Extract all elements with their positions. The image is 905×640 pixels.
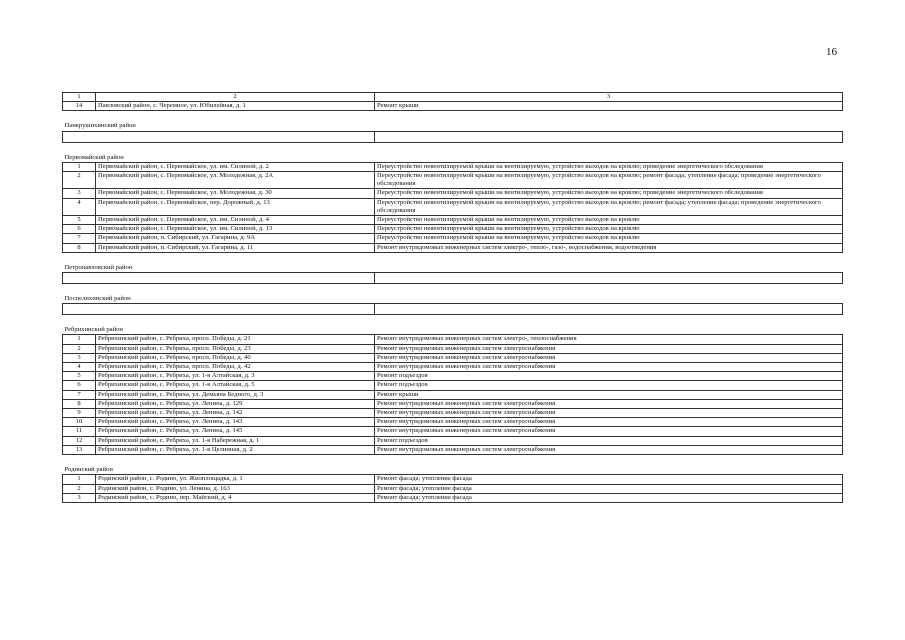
table-row (63, 234, 843, 243)
address-cell: Первомайский район, с. Первомайское, ул. им. Силиной, д. 2 (96, 162, 375, 171)
repair-register-table (62, 92, 843, 503)
region-name: Ребрихинский район (64, 326, 123, 334)
work-type-cell: Ремонт крыши (375, 390, 843, 399)
row-number: 8 (63, 399, 96, 408)
address-cell: Ребрихинский район, с. Ребриха, ул. 1-я Набережная, д. 1 (96, 436, 375, 445)
work-type-cell: Ремонт фасада; утепление фасада (375, 493, 843, 502)
row-number: 5 (63, 372, 96, 381)
table-row (63, 418, 843, 427)
empty-cell (375, 273, 843, 284)
table-row (63, 427, 843, 436)
table-row (63, 390, 843, 399)
work-type-cell: Ремонт внутридомовых инженерных систем электроснабжения (375, 418, 843, 427)
table-row (63, 475, 843, 484)
address-cell: Павловский район, с. Черемное, ул. Юбилейная, д. 1 (96, 102, 375, 111)
region-name: Родинский район (64, 466, 113, 474)
address-cell: Ребрихинский район, с. Ребриха, ул. Ленина, д. 145 (96, 427, 375, 436)
empty-cell (63, 131, 375, 142)
work-type-cell: Переустройство невентилируемой крыши на вентилируемую, устройство выходов на кровлю; ремонт фасада; утепление фасада; проведение энергетического обследования (375, 172, 843, 189)
address-cell: Ребрихинский район, с. Ребриха, ул. 1-я Алтайская, д. 5 (96, 381, 375, 390)
row-number: 4 (63, 198, 96, 215)
table-row (63, 484, 843, 493)
region-heading-cell (63, 315, 843, 335)
row-number: 7 (63, 234, 96, 243)
page-number: 16 (826, 46, 837, 58)
address-cell: Первомайский район, с. Первомайское, ул. им. Силиной, д. 13 (96, 225, 375, 234)
row-number: 6 (63, 381, 96, 390)
region-heading-cell (63, 252, 843, 272)
address-cell: Первомайский район, п. Сибирский, ул. Гагарина, д. 9А (96, 234, 375, 243)
address-cell: Ребрихинский район, с. Ребриха, ул. 1-я Алтайская, д. 3 (96, 372, 375, 381)
table-row (63, 162, 843, 171)
row-number: 14 (63, 102, 96, 111)
table-row (63, 243, 843, 252)
row-number: 2 (63, 484, 96, 493)
address-cell: Первомайский район, п. Сибирский, ул. Гагарина, д. 11 (96, 243, 375, 252)
work-type-cell: Переустройство невентилируемой крыши на вентилируемую, устройство выходов на кровлю; ремонт фасада; утепление фасада; проведение энергетического обследования (375, 198, 843, 215)
address-cell: Ребрихинский район, с. Ребриха, просп. Победы, д. 42 (96, 363, 375, 372)
empty-row (63, 131, 843, 142)
work-type-cell: Переустройство невентилируемой крыши на вентилируемую, устройство выходов на кровлю; проведение энергетического обследования (375, 189, 843, 198)
region-name: Петропавловский район (64, 263, 133, 271)
work-type-cell: Ремонт внутридомовых инженерных систем электроснабжения (375, 353, 843, 362)
region-heading-row (63, 315, 843, 335)
table-row (63, 493, 843, 502)
header-row (63, 93, 843, 102)
address-cell: Родинский район, с. Родино, ул. Жилплощадка, д. 1 (96, 475, 375, 484)
header-cell-1: 1 (63, 93, 96, 102)
table-row (63, 409, 843, 418)
work-type-cell: Ремонт подъездов (375, 381, 843, 390)
row-number: 1 (63, 335, 96, 344)
table-row (63, 344, 843, 353)
row-number: 4 (63, 363, 96, 372)
header-cell-3: 3 (375, 93, 843, 102)
work-type-cell: Ремонт внутридомовых инженерных систем электроснабжения (375, 409, 843, 418)
row-number: 3 (63, 353, 96, 362)
table-row (63, 335, 843, 344)
row-number: 9 (63, 409, 96, 418)
work-type-cell: Ремонт подъездов (375, 436, 843, 445)
row-number: 12 (63, 436, 96, 445)
table-row (63, 198, 843, 215)
address-cell: Ребрихинский район, с. Ребриха, ул. Ленина, д. 143 (96, 418, 375, 427)
row-number: 3 (63, 189, 96, 198)
table-row (63, 102, 843, 111)
header-cell-2: 2 (96, 93, 375, 102)
table-row (63, 445, 843, 454)
region-heading-row (63, 142, 843, 162)
address-cell: Первомайский район, с. Первомайское, пер. Дорожный, д. 13 (96, 198, 375, 215)
table-body (63, 93, 843, 503)
region-name: Поспелихинский район (64, 295, 131, 303)
row-number: 13 (63, 445, 96, 454)
empty-cell (375, 304, 843, 315)
address-cell: Ребрихинский район, с. Ребриха, просп. Победы, д. 40 (96, 353, 375, 362)
address-cell: Ребрихинский район, с. Ребриха, ул. Демьяна Бедного, д. 3 (96, 390, 375, 399)
table-row (63, 189, 843, 198)
region-heading-cell (63, 111, 843, 131)
region-heading-row (63, 284, 843, 304)
region-heading-row (63, 455, 843, 475)
address-cell: Родинский район, с. Родино, ул. Ленина, д. 163 (96, 484, 375, 493)
table-row (63, 216, 843, 225)
row-number: 5 (63, 216, 96, 225)
row-number: 6 (63, 225, 96, 234)
work-type-cell: Ремонт внутридомовых инженерных систем электро-, тепло-, газо-, водоснабжения, водоотведения (375, 243, 843, 252)
work-type-cell: Ремонт внутридомовых инженерных систем электроснабжения (375, 445, 843, 454)
table-row (63, 436, 843, 445)
row-number: 3 (63, 493, 96, 502)
empty-row (63, 304, 843, 315)
work-type-cell: Переустройство невентилируемой крыши на вентилируемую, устройство выходов на кровлю (375, 234, 843, 243)
table-row (63, 381, 843, 390)
table-row (63, 363, 843, 372)
work-type-cell: Переустройство невентилируемой крыши на вентилируемую, устройство выходов на кровлю; проведение энергетического обследования (375, 162, 843, 171)
row-number: 11 (63, 427, 96, 436)
row-number: 7 (63, 390, 96, 399)
address-cell: Ребрихинский район, с. Ребриха, ул. 1-я Целинная, д. 2 (96, 445, 375, 454)
empty-cell (63, 304, 375, 315)
work-type-cell: Ремонт фасада; утепление фасада (375, 484, 843, 493)
row-number: 8 (63, 243, 96, 252)
region-heading-row (63, 111, 843, 131)
row-number: 2 (63, 344, 96, 353)
table-row (63, 399, 843, 408)
row-number: 10 (63, 418, 96, 427)
address-cell: Ребрихинский район, с. Ребриха, ул. Ленина, д. 129 (96, 399, 375, 408)
work-type-cell: Ремонт подъездов (375, 372, 843, 381)
address-cell: Родинский район, с. Родино, пер. Майский, д. 4 (96, 493, 375, 502)
row-number: 1 (63, 162, 96, 171)
work-type-cell: Переустройство невентилируемой крыши на вентилируемую, устройство выходов на кровлю (375, 225, 843, 234)
empty-cell (63, 273, 375, 284)
row-number: 2 (63, 172, 96, 189)
region-name: Панкрушихинский район (64, 122, 136, 130)
region-heading-cell (63, 284, 843, 304)
address-cell: Первомайский район, с. Первомайское, ул. Молодежная, д. 2А (96, 172, 375, 189)
work-type-cell: Ремонт внутридомовых инженерных систем электроснабжения (375, 344, 843, 353)
work-type-cell: Ремонт внутридомовых инженерных систем электроснабжения (375, 427, 843, 436)
work-type-cell: Ремонт внутридомовых инженерных систем электроснабжения (375, 363, 843, 372)
table-row (63, 172, 843, 189)
table-row (63, 372, 843, 381)
empty-row (63, 273, 843, 284)
table-row (63, 225, 843, 234)
work-type-cell: Ремонт фасада; утепление фасада (375, 475, 843, 484)
address-cell: Ребрихинский район, с. Ребриха, просп. Победы, д. 21 (96, 335, 375, 344)
region-heading-cell (63, 455, 843, 475)
region-heading-cell (63, 142, 843, 162)
address-cell: Первомайский район, с. Первомайское, ул. Молодежная, д. 30 (96, 189, 375, 198)
region-name: Первомайский район (64, 153, 124, 161)
work-type-cell: Переустройство невентилируемой крыши на вентилируемую, устройство выходов на кровлю (375, 216, 843, 225)
work-type-cell: Ремонт внутридомовых инженерных систем электроснабжения (375, 399, 843, 408)
address-cell: Ребрихинский район, с. Ребриха, просп. Победы, д. 23 (96, 344, 375, 353)
table-row (63, 353, 843, 362)
work-type-cell: Ремонт внутридомовых инженерных систем электро-, теплоснабжения (375, 335, 843, 344)
empty-cell (375, 131, 843, 142)
work-type-cell: Ремонт крыши (375, 102, 843, 111)
address-cell: Ребрихинский район, с. Ребриха, ул. Ленина, д. 142 (96, 409, 375, 418)
address-cell: Первомайский район, с. Первомайское, ул. им. Силиной, д. 4 (96, 216, 375, 225)
row-number: 1 (63, 475, 96, 484)
region-heading-row (63, 252, 843, 272)
